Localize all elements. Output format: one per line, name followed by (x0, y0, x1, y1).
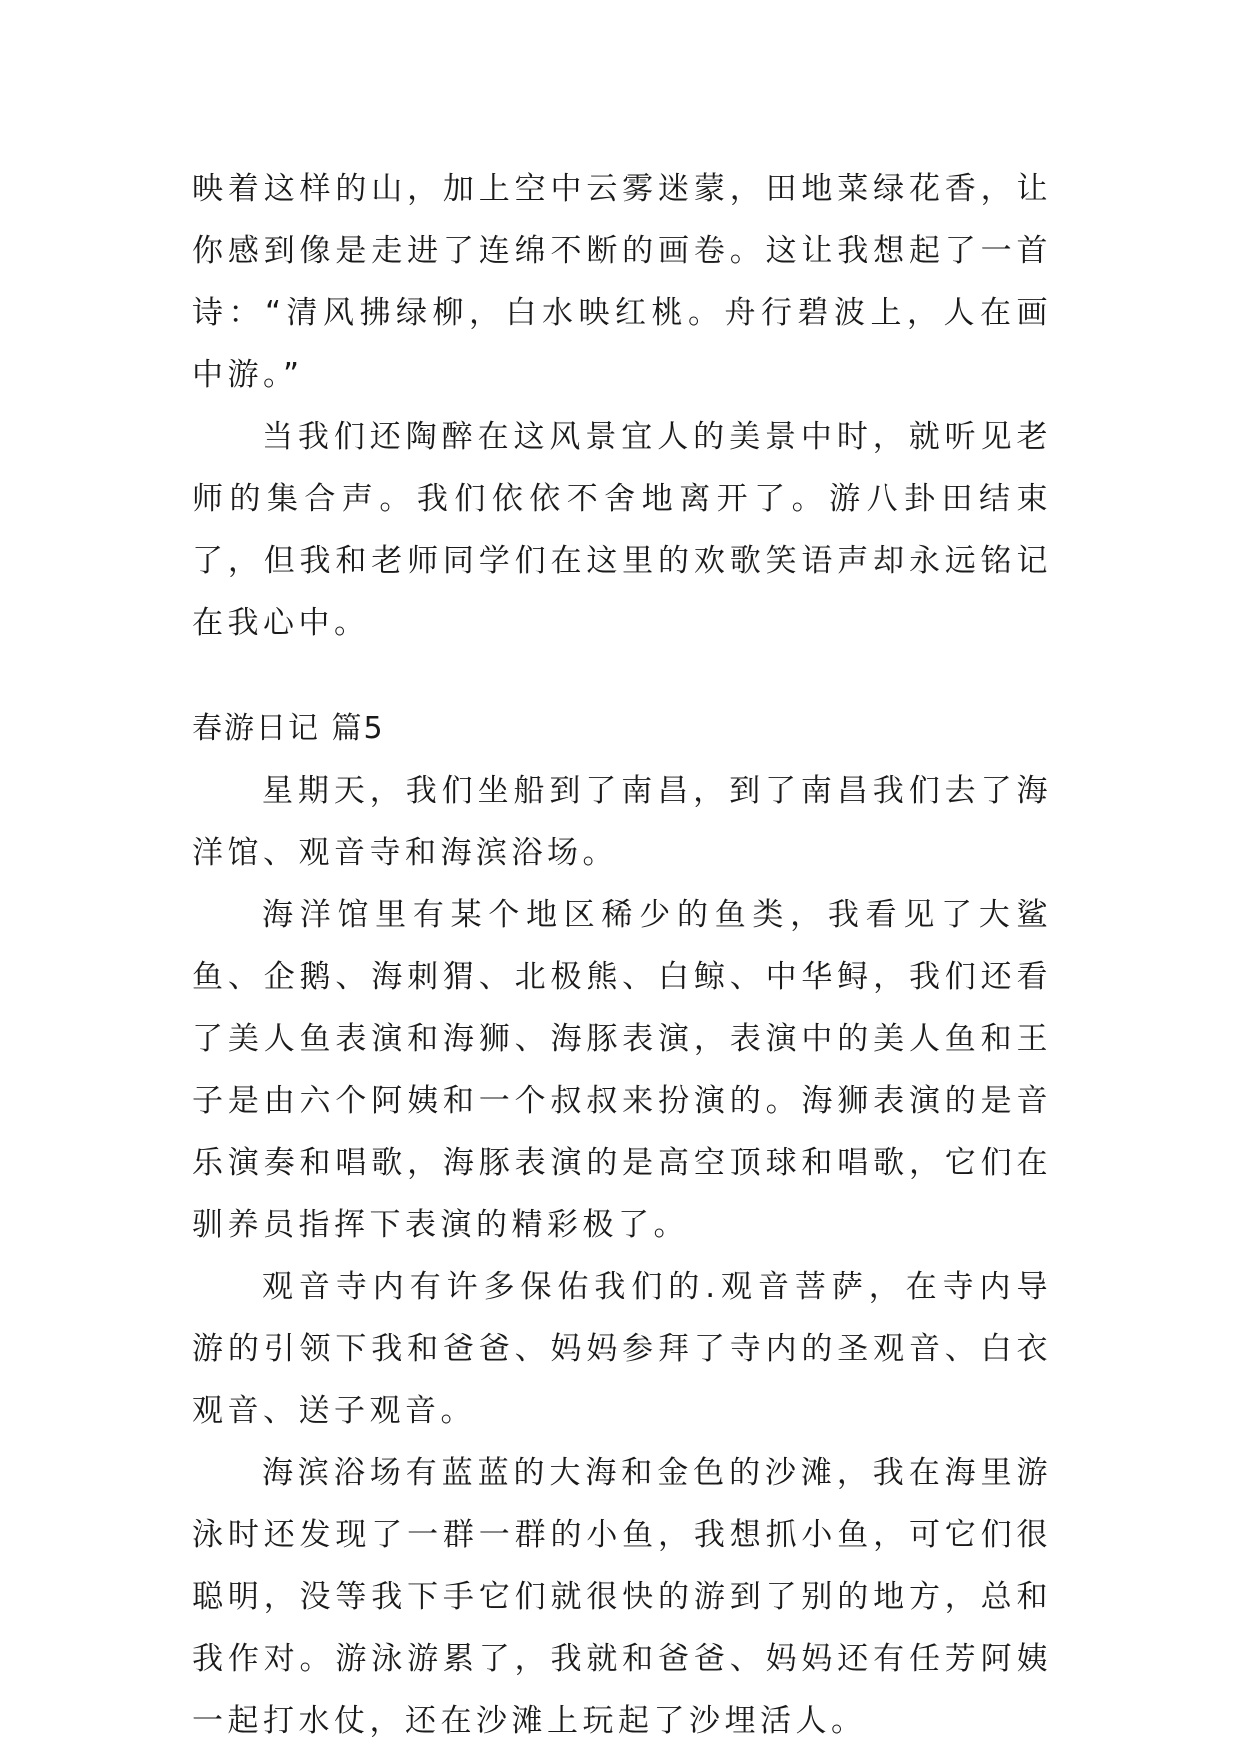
paragraph: 当我们还陶醉在这风景宜人的美景中时，就听见老师的集合声。我们依依不舍地离开了。游八卦田结束了，但我和老师同学们在这里的欢歌笑语声却永远铭记在我心中。 (192, 419, 1052, 641)
section-title: 春游日记 篇5 (192, 711, 385, 746)
paragraph: 观音寺内有许多保佑我们的.观音菩萨，在寺内导游的引领下我和爸爸、妈妈参拜了寺内的圣观音、白衣观音、送子观音。 (192, 1269, 1052, 1429)
paragraph: 星期天，我们坐船到了南昌，到了南昌我们去了海洋馆、观音寺和海滨浴场。 (192, 773, 1052, 871)
paragraph: 海洋馆里有某个地区稀少的鱼类，我看见了大鲨鱼、企鹅、海刺猬、北极熊、白鲸、中华鲟，我们还看了美人鱼表演和海狮、海豚表演，表演中的美人鱼和王子是由六个阿姨和一个叔叔来扮演的。海狮表演的是音乐演奏和唱歌，海豚表演的是高空顶球和唱歌，它们在驯养员指挥下表演的精彩极了。 (192, 897, 1052, 1243)
document-body (192, 158, 1052, 1752)
paragraph: 海滨浴场有蓝蓝的大海和金色的沙滩，我在海里游泳时还发现了一群一群的小鱼，我想抓小鱼，可它们很聪明，没等我下手它们就很快的游到了别的地方，总和我作对。游泳游累了，我就和爸爸、妈妈还有任芳阿姨一起打水仗，还在沙滩上玩起了沙埋活人。 (192, 1455, 1052, 1739)
paragraph-continuation: 映着这样的山，加上空中云雾迷蒙，田地菜绿花香，让你感到像是走进了连绵不断的画卷。这让我想起了一首诗：“清风拂绿柳，白水映红桃。舟行碧波上，人在画中游。” (192, 171, 1052, 393)
